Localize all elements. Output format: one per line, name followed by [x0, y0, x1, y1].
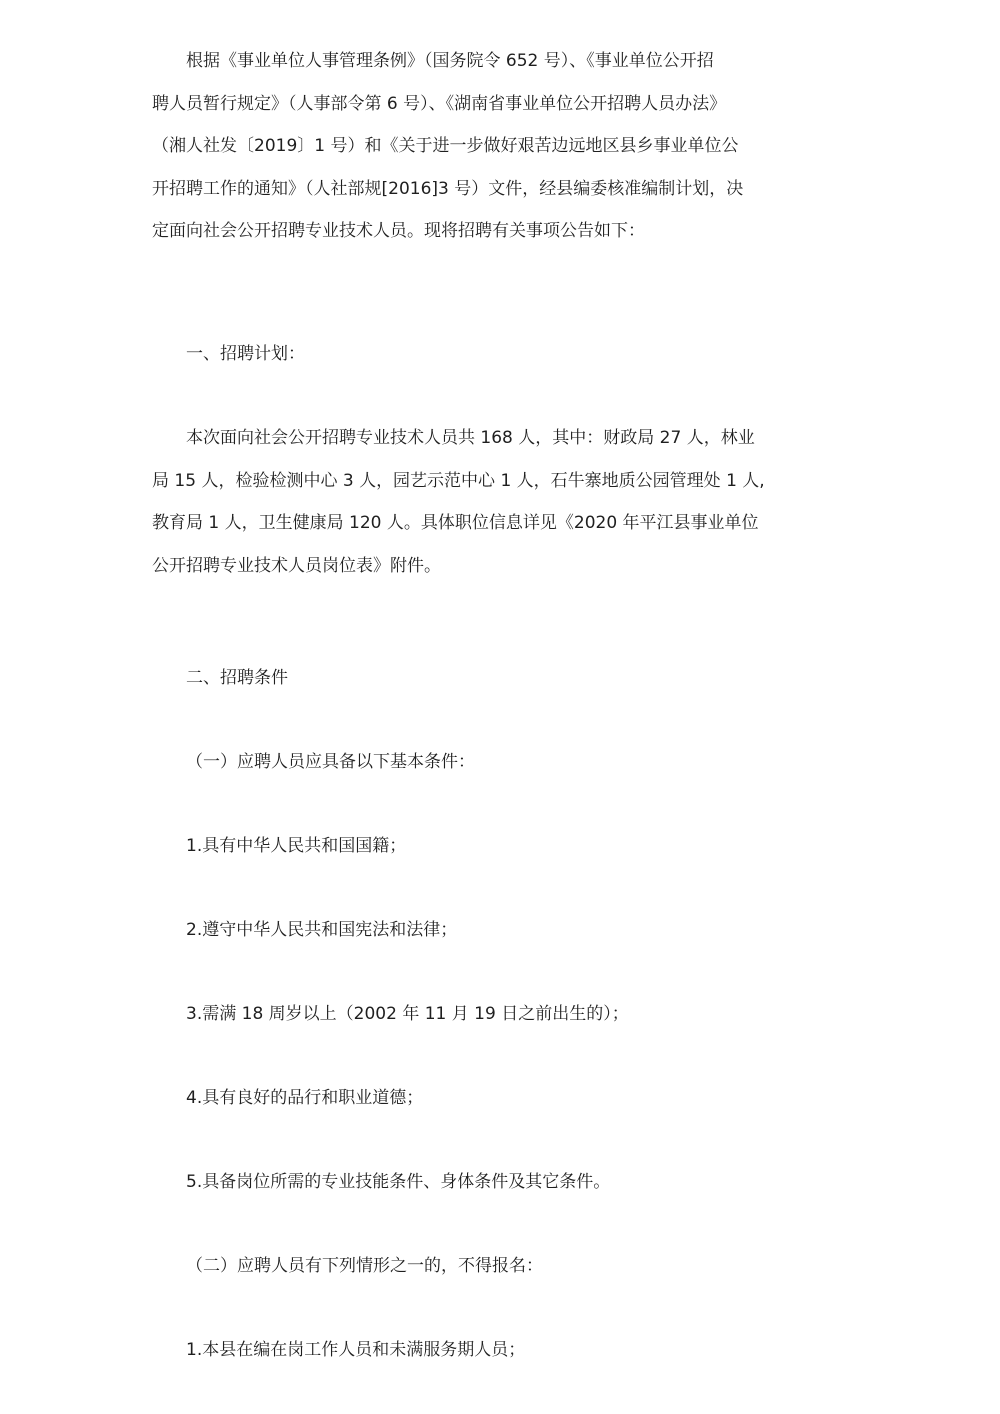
sub1-item-1: [152, 825, 800, 868]
list-item: 1.本县在编在岗工作人员和未满服务期人员；: [186, 1340, 526, 1360]
intro-line: 根据《事业单位人事管理条例》（国务院令 652 号）、《事业单位公开招: [186, 51, 714, 71]
intro-line: （湘人社发〔2019〕1 号）和《关于进一步做好艰苦边远地区县乡事业单位公: [152, 136, 739, 156]
section1-line: 本次面向社会公开招聘专业技术人员共 168 人，其中：财政局 27 人，林业: [186, 428, 755, 448]
list-item: 2.遵守中华人民共和国宪法和法律；: [186, 920, 458, 940]
section1-paragraph: [152, 417, 766, 587]
section1-line: 教育局 1 人，卫生健康局 120 人。具体职位信息详见《2020 年平江县事业单位: [152, 513, 759, 533]
section1-heading: [152, 333, 800, 376]
intro-line: 定面向社会公开招聘专业技术人员。现将招聘有关事项公告如下：: [152, 221, 645, 241]
intro-line: 聘人员暂行规定》（人事部令第 6 号）、《湖南省事业单位公开招聘人员办法》: [152, 93, 727, 114]
list-item: 1.具有中华人民共和国国籍；: [186, 836, 407, 856]
list-item: 4.具有良好的品行和职业道德；: [186, 1088, 424, 1108]
sub2-item-1: [152, 1329, 800, 1372]
list-item: 3.需满 18 周岁以上（2002 年 11 月 19 日之前出生的）；: [186, 1004, 629, 1024]
list-item: 5.具备岗位所需的专业技能条件、身体条件及其它条件。: [186, 1172, 611, 1192]
intro-line: 开招聘工作的通知》（人社部规[2016]3 号）文件，经县编委核准编制计划，决: [152, 178, 744, 199]
sub2-heading: [152, 1245, 800, 1288]
section2-heading-text: 二、招聘条件: [186, 668, 288, 688]
sub1-item-3: [152, 993, 800, 1036]
sub1-item-5: [152, 1161, 800, 1204]
sub1-heading-text: （一）应聘人员应具备以下基本条件：: [186, 752, 475, 772]
section2-heading: [152, 657, 800, 700]
sub1-item-2: [152, 909, 800, 952]
intro-paragraph: [152, 40, 766, 253]
section1-heading-text: 一、招聘计划：: [186, 344, 305, 364]
section1-line: 公开招聘专业技术人员岗位表》附件。: [152, 555, 441, 576]
sub1-heading: [152, 741, 800, 784]
sub2-heading-text: （二）应聘人员有下列情形之一的，不得报名：: [186, 1256, 543, 1276]
section1-line: 局 15 人，检验检测中心 3 人，园艺示范中心 1 人，石牛寨地质公园管理处 1 人,: [152, 470, 765, 491]
sub1-item-4: [152, 1077, 800, 1120]
